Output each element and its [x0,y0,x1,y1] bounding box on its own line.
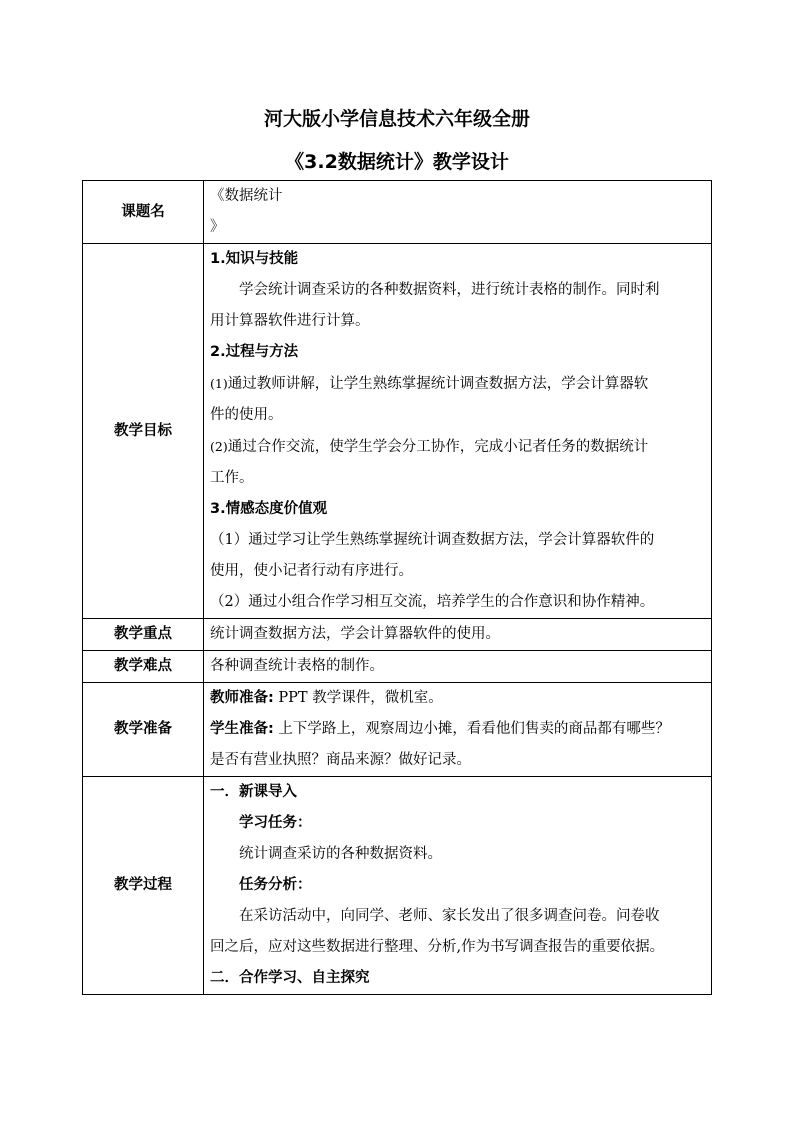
teacher-preparation-label: 教师准备: [210,690,274,706]
objective-text-4a: （1）通过学习让学生熟练掌握统计调查数据方法，学会计算器软件的 [210,532,655,548]
objective-marker-3: (2) [210,439,228,454]
analysis-text-2: 回之后，应对这些数据进行整理、分析,作为书写调查报告的重要依据。 [210,939,665,955]
objective-text-2a-body: 通过教师讲解，让学生熟练掌握统计调查数据方法，学会计算器软 [227,376,649,392]
key-points-text: 统计调查数据方法，学会计算器软件的使用。 [204,619,712,651]
topic-cell [204,181,712,244]
objective-text-3a-body: 通过合作交流，使学生学会分工协作，完成小记者任务的数据统计 [227,439,649,455]
row-label-process: 教学过程 [83,777,204,995]
teacher-preparation [210,683,705,714]
student-preparation-text-2: 是否有营业执照？商品来源？做好记录。 [210,752,471,768]
difficulties-text: 各种调查统计表格的制作。 [204,651,712,683]
table-row-difficulties [83,651,712,683]
objective-text-3a [210,431,705,463]
row-label-topic: 课题名 [83,181,204,244]
objective-text-1b: 用计算器软件进行计算。 [210,313,370,329]
analysis-text-1: 在采访活动中，向同学、老师、家长发出了很多调查问卷。问卷收 [239,908,660,924]
objective-heading-2: 2.过程与方法 [210,344,299,360]
row-label-difficulties: 教学难点 [83,651,204,683]
lesson-plan-table [82,180,712,995]
student-preparation [210,714,705,745]
task-label: 学习任务： [239,815,312,831]
process-heading-2: 二．合作学习、自主探究 [210,970,370,986]
objective-text-2b: 件的使用。 [210,407,283,423]
preparation-cell [204,683,712,777]
objectives-cell [204,244,712,619]
topic-line-2: 》 [210,219,225,235]
student-preparation-text-1: 上下学路上，观察周边小摊，看看他们售卖的商品都有哪些？ [273,721,670,737]
objective-text-2a [210,368,705,400]
process-heading-1: 一．新课导入 [210,784,297,800]
objective-text-4b: 使用，使小记者行动有序进行。 [210,563,413,579]
document-title: 河大版小学信息技术六年级全册 [263,108,530,130]
task-text: 统计调查采访的各种数据资料。 [239,846,442,862]
table-row-preparation [83,683,712,777]
objective-marker-2: (1) [210,376,228,391]
table-row-topic [83,181,712,244]
objective-text-3b: 工作。 [210,470,254,486]
row-label-objectives: 教学目标 [83,244,204,619]
row-label-key-points: 教学重点 [83,619,204,651]
student-preparation-label: 学生准备: [210,721,274,737]
topic-line-1: 《数据统计 [210,188,283,204]
process-cell [204,777,712,995]
row-label-preparation: 教学准备 [83,683,204,777]
document-subtitle: 《3.2数据统计》教学设计 [285,151,509,173]
objective-heading-3: 3.情感态度价值观 [210,501,328,517]
teacher-preparation-text: PPT 教学课件，微机室。 [273,690,443,706]
objective-text-1a: 学会统计调查采访的各种数据资料，进行统计表格的制作。同时利 [239,282,660,298]
table-row-process [83,777,712,995]
objective-text-5: （2）通过小组合作学习相互交流，培养学生的合作意识和协作精神。 [210,594,655,610]
objective-heading-1: 1.知识与技能 [210,251,299,267]
table-row-objectives [83,244,712,619]
analysis-label: 任务分析： [239,877,312,893]
table-row-key-points [83,619,712,651]
